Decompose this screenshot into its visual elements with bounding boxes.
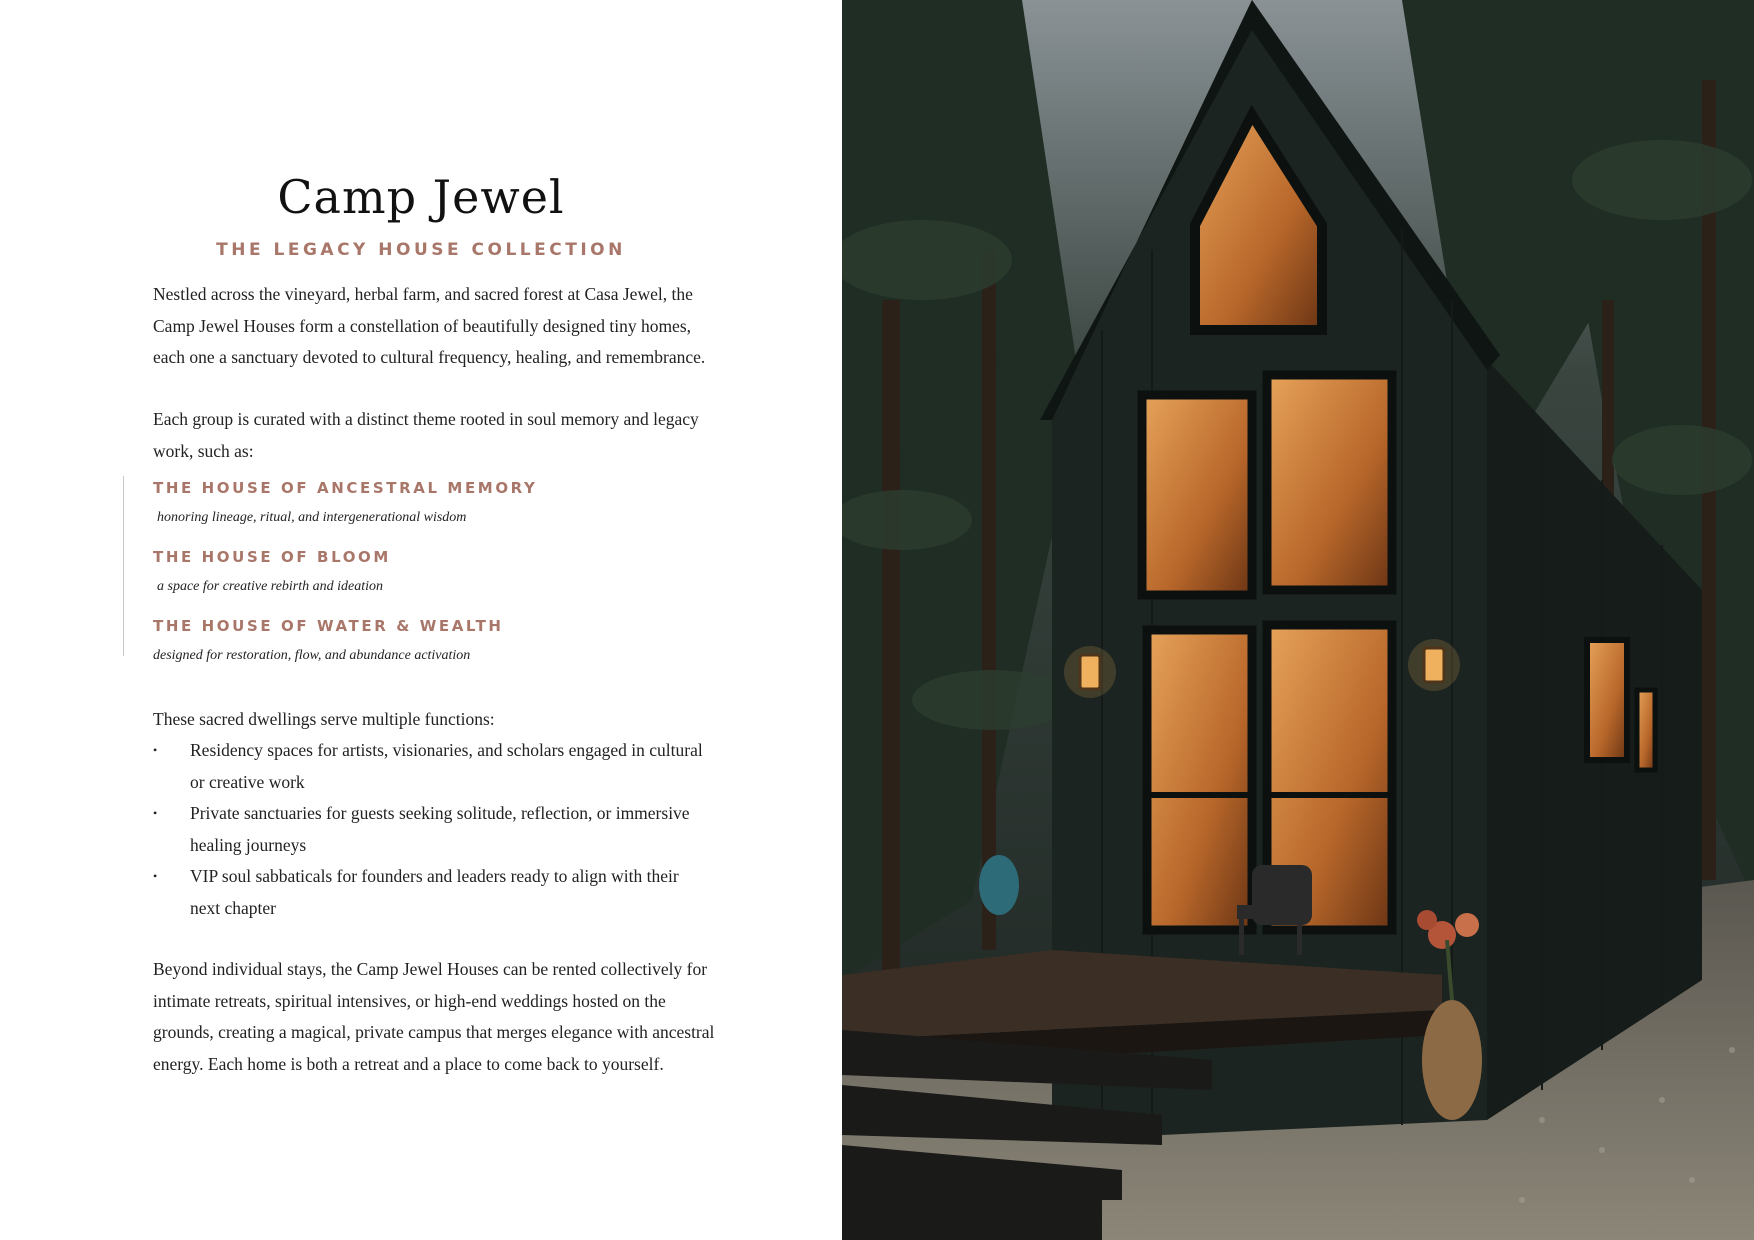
functions-intro: These sacred dwellings serve multiple functions: <box>153 709 495 729</box>
bullet-icon: • <box>153 743 158 757</box>
intro-paragraph: Nestled across the vineyard, herbal farm, and sacred forest at Casa Jewel, the Camp Jewel Houses form a constellation of beautifully designed tiny homes, each one a sanctuary devoted to cultural frequency, healing, and remembrance. <box>153 284 706 367</box>
list-item <box>153 861 713 924</box>
page-subtitle: THE LEGACY HOUSE COLLECTION <box>216 240 626 260</box>
house-name-bloom: THE HOUSE OF BLOOM <box>153 548 391 566</box>
bullet-icon: • <box>153 806 158 820</box>
cabin-illustration <box>842 0 1754 1240</box>
list-item-text: VIP soul sabbaticals for founders and leaders ready to align with their next chapter <box>190 866 679 918</box>
page-title: Camp Jewel <box>277 170 565 224</box>
house-list-divider <box>123 476 124 656</box>
cabin-photo <box>842 0 1754 1240</box>
side-window-2 <box>1637 690 1655 770</box>
house-name-water-wealth: THE HOUSE OF WATER & WEALTH <box>153 617 504 635</box>
upper-window-right <box>1267 375 1392 590</box>
bullet-icon: • <box>153 869 158 883</box>
door-window-left <box>1147 630 1252 930</box>
list-item-text: Residency spaces for artists, visionaries, and scholars engaged in cultural or creative work <box>190 740 703 792</box>
house-desc-ancestral-memory: honoring lineage, ritual, and intergenerational wisdom <box>157 510 467 525</box>
text-page <box>0 0 842 1240</box>
upper-window-left <box>1142 395 1252 595</box>
themes-intro-paragraph: Each group is curated with a distinct theme rooted in soul memory and legacy work, such as: <box>153 409 699 461</box>
functions-list <box>153 735 713 924</box>
side-window-1 <box>1587 640 1627 760</box>
list-item-text: Private sanctuaries for guests seeking solitude, reflection, or immersive healing journeys <box>190 803 690 855</box>
list-item <box>153 735 713 798</box>
list-item <box>153 798 713 861</box>
house-desc-bloom: a space for creative rebirth and ideation <box>157 579 384 594</box>
house-name-ancestral-memory: THE HOUSE OF ANCESTRAL MEMORY <box>153 479 538 497</box>
house-desc-water-wealth: designed for restoration, flow, and abundance activation <box>153 648 471 663</box>
closing-paragraph: Beyond individual stays, the Camp Jewel Houses can be rented collectively for intimate retreats, spiritual intensives, or high-end weddings hosted on the grounds, creating a magical, private campus that merges elegance with ancestral energy. Each home is both a retreat and a place to come back to yourself. <box>153 959 715 1074</box>
blue-barrel <box>979 855 1019 915</box>
